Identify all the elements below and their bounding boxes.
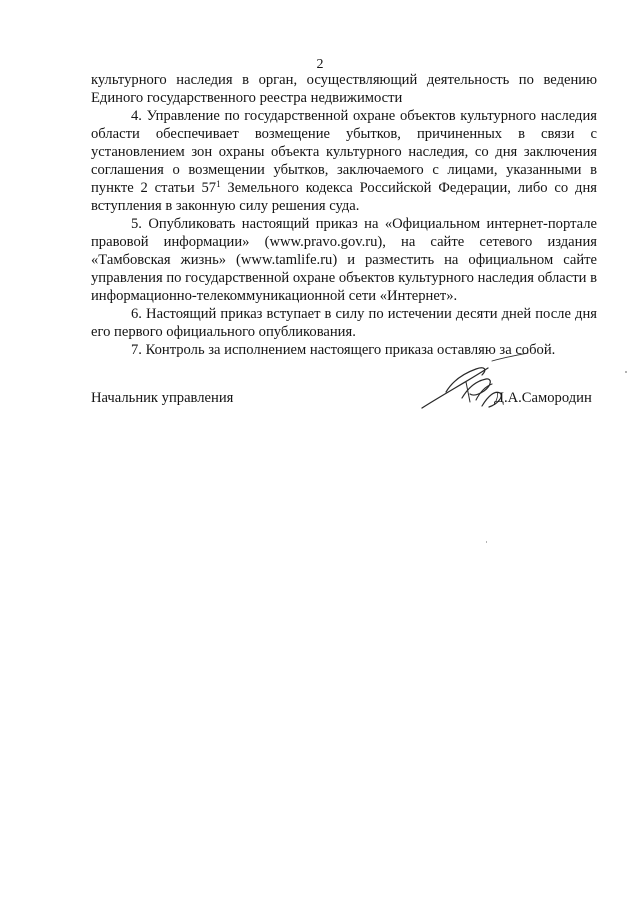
signer-position: Начальник управления xyxy=(91,390,234,406)
paragraph-continuation: культурного наследия в орган, осуществляющий деятельность по ведению Единого государственного реестра недвижимости xyxy=(91,72,597,106)
article-superscript: 1 xyxy=(216,179,221,189)
page-number: 2 xyxy=(316,57,324,72)
paragraph-4-text-before: 4. Управление по государственной охране объектов культурного наследия области обеспечивает возмещение убытков, причиненных в связи с установлением зон охраны объекта культурного наследия, со дня заключения соглашения о возмещении убытков, заключаемого с лицами, указанными в пункте 2 статьи 57 xyxy=(91,108,597,196)
scan-speck xyxy=(625,371,627,373)
paragraph-5: 5. Опубликовать настоящий приказ на «Официальном интернет-портале правовой информации» (www.pravo.gov.ru), на сайте сетевого издания «Тамбовская жизнь» (www.tamlife.ru) и разместить на официальном сайте управления по государственной охране объектов культурного наследия области в информационно-телекоммуникационной сети «Интернет». xyxy=(91,216,597,304)
paragraph-7: 7. Контроль за исполнением настоящего приказа оставляю за собой. xyxy=(131,342,556,358)
paragraph-6: 6. Настоящий приказ вступает в силу по истечении десяти дней после дня его первого официального опубликования. xyxy=(91,306,597,340)
paragraph-4-text-after: Земельного кодекса Российской Федерации, либо со дня вступления в законную силу решения суда. xyxy=(91,180,597,214)
scan-speck xyxy=(486,541,487,543)
paragraph-4 xyxy=(91,107,597,215)
document-body xyxy=(91,71,597,359)
signer-name: Д.А.Самородин xyxy=(494,390,592,406)
